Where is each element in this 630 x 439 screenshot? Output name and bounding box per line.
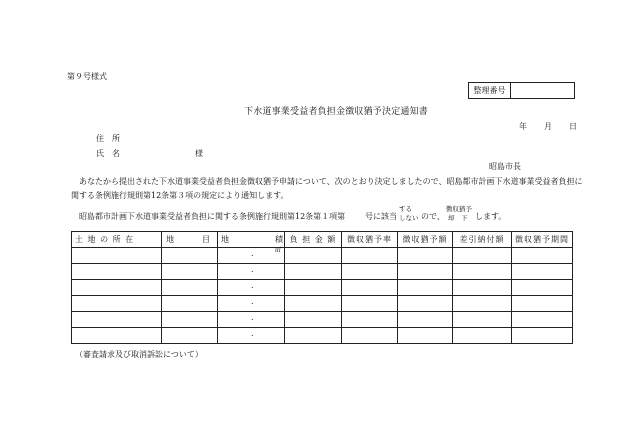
cell-area[interactable] xyxy=(218,248,285,264)
form-number: 第９号様式 xyxy=(67,72,107,81)
choice-defer: 徴収猶予 xyxy=(446,205,472,213)
header-charge-amount: 負 担 金 額 xyxy=(285,232,342,248)
cell-net-payment[interactable] xyxy=(453,296,512,312)
date-month: 月 xyxy=(544,122,552,131)
cell-deferral-amount[interactable] xyxy=(398,264,453,280)
cell-net-payment[interactable] xyxy=(453,312,512,328)
cell-deferral-rate[interactable] xyxy=(342,296,398,312)
cell-deferral-period[interactable] xyxy=(512,312,573,328)
name-label: 氏 名 xyxy=(96,149,120,158)
land-table xyxy=(71,231,573,344)
cell-charge-amount[interactable] xyxy=(285,328,342,344)
cell-area[interactable] xyxy=(218,264,285,280)
cell-deferral-period[interactable] xyxy=(512,264,573,280)
cell-deferral-period[interactable] xyxy=(512,296,573,312)
header-location: 土 地 の 所 在 xyxy=(72,232,162,248)
cell-deferral-period[interactable] xyxy=(512,248,573,264)
cell-land-category[interactable] xyxy=(162,328,218,344)
cell-land-category[interactable] xyxy=(162,248,218,264)
cell-area[interactable] xyxy=(218,312,285,328)
cell-charge-amount[interactable] xyxy=(285,264,342,280)
cell-area[interactable] xyxy=(218,328,285,344)
issuer: 昭島市長 xyxy=(489,162,521,171)
table-row xyxy=(72,280,573,296)
cell-location[interactable] xyxy=(72,296,162,312)
cell-location[interactable] xyxy=(72,312,162,328)
cell-location[interactable] xyxy=(72,280,162,296)
reference-number-field[interactable] xyxy=(511,83,574,98)
cell-deferral-amount[interactable] xyxy=(398,296,453,312)
clause-prefix: 昭島都市計画下水道事業受益者負担に関する条例施行規則第12条第１項第 xyxy=(79,212,346,221)
document-title: 下水道事業受益者負担金徴収猶予決定通知書 xyxy=(244,107,429,117)
cell-land-category[interactable] xyxy=(162,280,218,296)
table-row xyxy=(72,296,573,312)
cell-deferral-amount[interactable] xyxy=(398,328,453,344)
cell-charge-amount[interactable] xyxy=(285,312,342,328)
cell-location[interactable] xyxy=(72,328,162,344)
decimal-mark: ． xyxy=(251,281,259,290)
decimal-mark: ． xyxy=(251,313,259,322)
cell-location[interactable] xyxy=(72,248,162,264)
cell-land-category[interactable] xyxy=(162,312,218,328)
footer-note: （審査請求及び取消訴訟について） xyxy=(75,350,203,359)
cell-land-category[interactable] xyxy=(162,296,218,312)
body-line-2: 関する条例施行規則第12条第３項の規定により通知します。 xyxy=(71,191,289,200)
header-land-category: 地 目 xyxy=(162,232,218,248)
header-deferral-amount: 徴収猶予額 xyxy=(398,232,453,248)
cell-deferral-rate[interactable] xyxy=(342,264,398,280)
decimal-mark: ． xyxy=(251,329,259,338)
clause-ending: します。 xyxy=(475,212,507,221)
cell-area[interactable] xyxy=(218,280,285,296)
cell-land-category[interactable] xyxy=(162,264,218,280)
table-row xyxy=(72,312,573,328)
cell-net-payment[interactable] xyxy=(453,264,512,280)
clause-connector: ので、 xyxy=(421,212,445,221)
table-row xyxy=(72,328,573,344)
decimal-mark: ． xyxy=(251,249,259,258)
cell-deferral-amount[interactable] xyxy=(398,280,453,296)
cell-area[interactable] xyxy=(218,296,285,312)
cell-net-payment[interactable] xyxy=(453,328,512,344)
address-label: 住 所 xyxy=(96,134,120,143)
choice-reject: 却 下 xyxy=(448,214,468,222)
choice-not-applies: しない xyxy=(399,214,419,222)
cell-charge-amount[interactable] xyxy=(285,296,342,312)
cell-deferral-period[interactable] xyxy=(512,280,573,296)
cell-deferral-amount[interactable] xyxy=(398,312,453,328)
cell-deferral-period[interactable] xyxy=(512,328,573,344)
cell-deferral-rate[interactable] xyxy=(342,328,398,344)
cell-net-payment[interactable] xyxy=(453,248,512,264)
cell-deferral-rate[interactable] xyxy=(342,312,398,328)
date-year: 年 xyxy=(519,122,527,131)
reference-number-box xyxy=(468,82,575,99)
honorific: 様 xyxy=(195,149,203,158)
date-day: 日 xyxy=(569,122,577,131)
decimal-mark: ． xyxy=(251,265,259,274)
header-deferral-period: 徴収猶予期間 xyxy=(512,232,573,248)
body-line-1: あなたから提出された下水道事業受益者負担金徴収猶予申請について、次のとおり決定しましたので、昭島都市計画下水道事業受益者負担に xyxy=(79,177,583,186)
decimal-mark: ． xyxy=(251,297,259,306)
table-row xyxy=(72,248,573,264)
reference-number-label: 整理番号 xyxy=(469,83,511,98)
table-row xyxy=(72,264,573,280)
cell-location[interactable] xyxy=(72,264,162,280)
cell-net-payment[interactable] xyxy=(453,280,512,296)
cell-deferral-rate[interactable] xyxy=(342,280,398,296)
area-unit: ㎡ xyxy=(275,247,282,254)
cell-charge-amount[interactable] xyxy=(285,248,342,264)
header-area: 地 積 xyxy=(218,232,285,248)
choice-applies: する xyxy=(399,205,412,213)
cell-charge-amount[interactable] xyxy=(285,280,342,296)
cell-deferral-amount[interactable] xyxy=(398,248,453,264)
table-header-row xyxy=(72,232,573,248)
header-deferral-rate: 徴収猶予率 xyxy=(342,232,398,248)
cell-deferral-rate[interactable] xyxy=(342,248,398,264)
clause-item-suffix: 号に該当 xyxy=(365,212,397,221)
header-net-payment: 差引納付額 xyxy=(453,232,512,248)
